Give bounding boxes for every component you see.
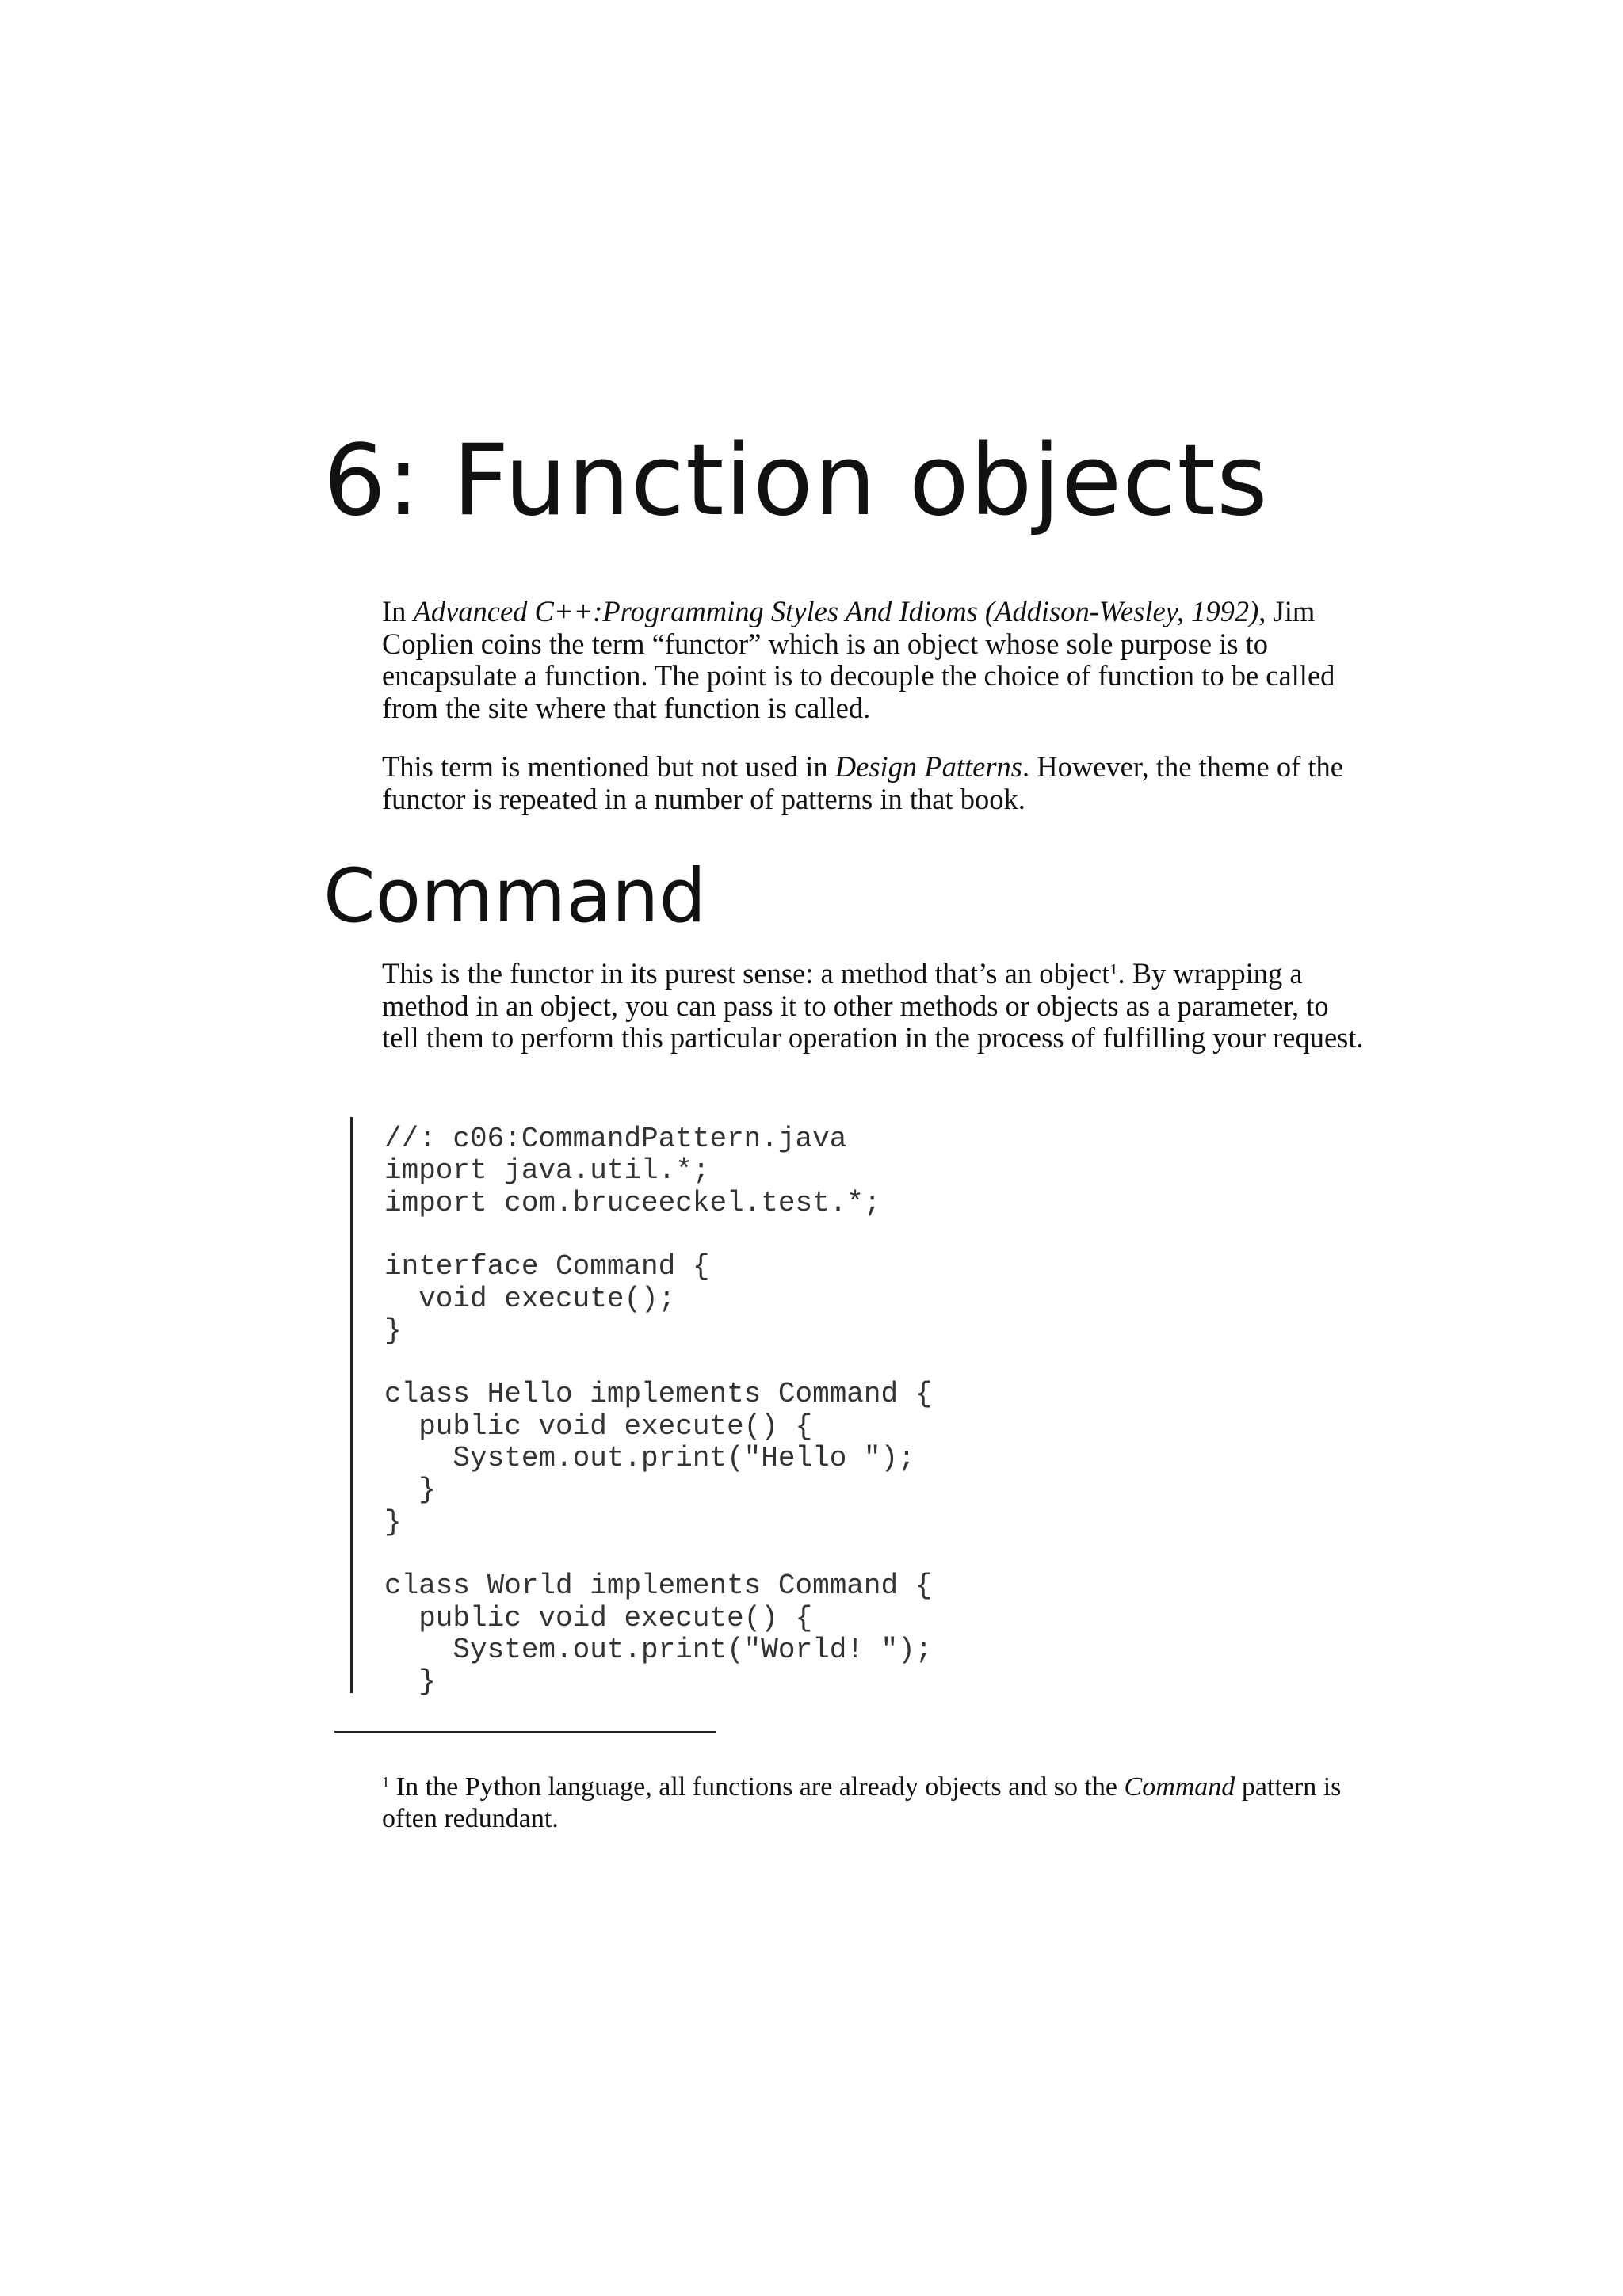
- footnote-lead: In the Python language, all functions are already objects and so the: [389, 1772, 1125, 1802]
- code-line: import com.bruceeckel.test.*;: [384, 1186, 881, 1219]
- section-title-command: Command: [323, 853, 707, 940]
- code-line: public void execute() {: [384, 1601, 813, 1634]
- intro-paragraph-1-rest: , Jim Coplien coins the term “functor” which is an object whose sole purpose is to encapsulate a function. The point is to decouple the choice of function to be called from the site where that function is called.: [382, 595, 1335, 724]
- code-line: }: [384, 1665, 436, 1699]
- code-line: class World implements Command {: [384, 1569, 933, 1603]
- code-line: interface Command {: [384, 1250, 710, 1283]
- intro-paragraph-2-lead: This term is mentioned but not used in: [382, 750, 835, 783]
- code-line: }: [384, 1314, 402, 1347]
- command-paragraph: [382, 958, 1373, 1055]
- intro-paragraph-1-lead: In: [382, 595, 414, 627]
- code-line: void execute();: [384, 1282, 676, 1315]
- code-line: System.out.print("World! ");: [384, 1633, 933, 1666]
- book-title-design-patterns: Design Patterns: [834, 750, 1022, 783]
- footnote-term: Command: [1124, 1772, 1235, 1802]
- chapter-title: 6: Function objects: [323, 424, 1269, 538]
- footnote-rest: pattern is often redundant.: [382, 1772, 1342, 1833]
- command-paragraph-rest: . By wrapping a method in an object, you can pass it to other methods or objects as a parameter, to tell them to perform this particular operation in the process of fulfilling your request.: [382, 957, 1364, 1054]
- intro-paragraph-1: [382, 596, 1373, 724]
- footnote: [382, 1772, 1373, 1835]
- code-line: class Hello implements Command {: [384, 1378, 933, 1411]
- footnote-reference[interactable]: 1: [1109, 960, 1118, 978]
- code-line: System.out.print("Hello ");: [384, 1442, 915, 1474]
- footnote-marker: 1: [382, 1774, 390, 1791]
- code-line: //: c06:CommandPattern.java: [384, 1123, 847, 1155]
- code-line: public void execute() {: [384, 1409, 813, 1443]
- command-paragraph-lead: This is the functor in its purest sense: a method that’s an object: [382, 957, 1110, 990]
- intro-paragraph-2-rest: . However, the theme of the functor is repeated in a number of patterns in that book.: [382, 750, 1343, 815]
- intro-paragraph-2: [382, 751, 1373, 815]
- footnote-divider: [334, 1731, 716, 1733]
- book-title-advanced-cpp: Advanced C++:Programming Styles And Idioms (Addison-Wesley, 1992): [413, 595, 1259, 627]
- code-line: import java.util.*;: [384, 1154, 710, 1188]
- code-line: }: [384, 1474, 436, 1507]
- code-line: }: [384, 1505, 402, 1539]
- code-listing: [350, 1117, 1383, 1699]
